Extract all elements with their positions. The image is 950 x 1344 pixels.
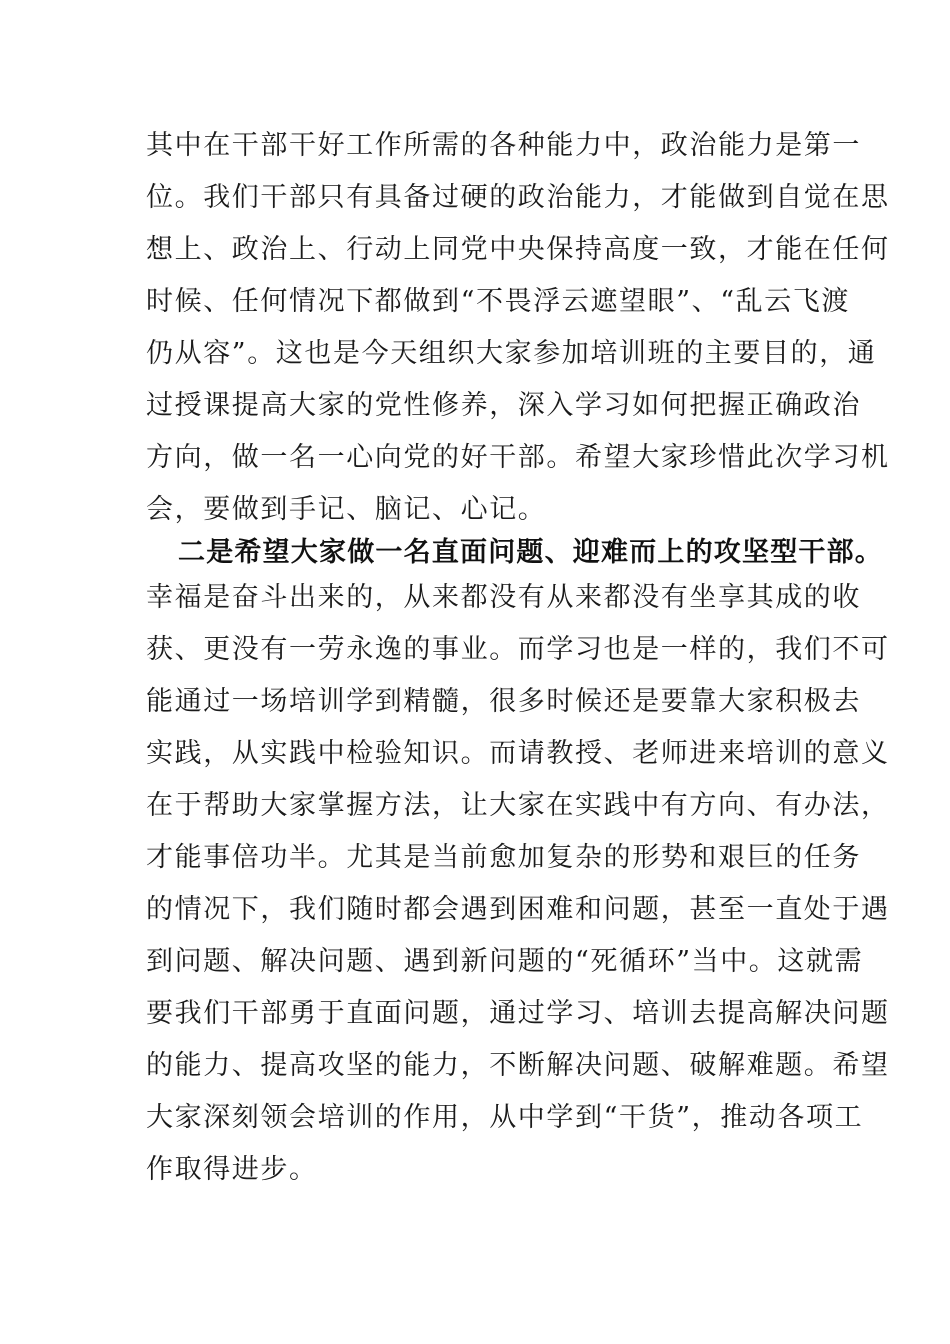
text-line: 作取得进步。 [146, 1154, 318, 1185]
text-line: 的情况下，我们随时都会遇到困难和问题，甚至一直处于遇 [146, 894, 890, 925]
text-line: 才能事倍功半。尤其是当前愈加复杂的形势和艰巨的任务 [146, 842, 861, 873]
text-line: 其中在干部干好工作所需的各种能力中，政治能力是第一 [146, 130, 861, 161]
text-line: 仍从容”。这也是今天组织大家参加培训班的主要目的，通 [146, 338, 877, 369]
text-line: 会，要做到手记、脑记、心记。 [146, 494, 547, 525]
text-line: 大家深刻领会培训的作用，从中学到“干货”，推动各项工 [146, 1102, 864, 1133]
text-line: 要我们干部勇于直面问题，通过学习、培训去提高解决问题 [146, 998, 890, 1029]
text-line: 时候、任何情况下都做到“不畏浮云遮望眼”、“乱云飞渡 [146, 286, 851, 317]
text-line: 在于帮助大家掌握方法，让大家在实践中有方向、有办法， [146, 790, 890, 821]
text-line: 想上、政治上、行动上同党中央保持高度一致，才能在任何 [146, 234, 890, 265]
text-line: 幸福是奋斗出来的，从来都没有从来都没有坐享其成的收 [146, 582, 861, 613]
text-line: 能通过一场培训学到精髓，很多时候还是要靠大家积极去 [146, 686, 861, 717]
text-line: 方向，做一名一心向党的好干部。希望大家珍惜此次学习机 [146, 442, 890, 473]
text-line: 过授课提高大家的党性修养，深入学习如何把握正确政治 [146, 390, 861, 421]
text-line: 实践，从实践中检验知识。而请教授、老师进来培训的意义 [146, 738, 890, 769]
text-line: 位。我们干部只有具备过硬的政治能力，才能做到自觉在思 [146, 182, 890, 213]
text-line: 的能力、提高攻坚的能力，不断解决问题、破解难题。希望 [146, 1050, 890, 1081]
section-heading: 二是希望大家做一名直面问题、迎难而上的攻坚型干部。 [178, 537, 883, 568]
text-line: 到问题、解决问题、遇到新问题的“死循环”当中。这就需 [146, 946, 864, 977]
text-line: 获、更没有一劳永逸的事业。而学习也是一样的，我们不可 [146, 634, 890, 665]
